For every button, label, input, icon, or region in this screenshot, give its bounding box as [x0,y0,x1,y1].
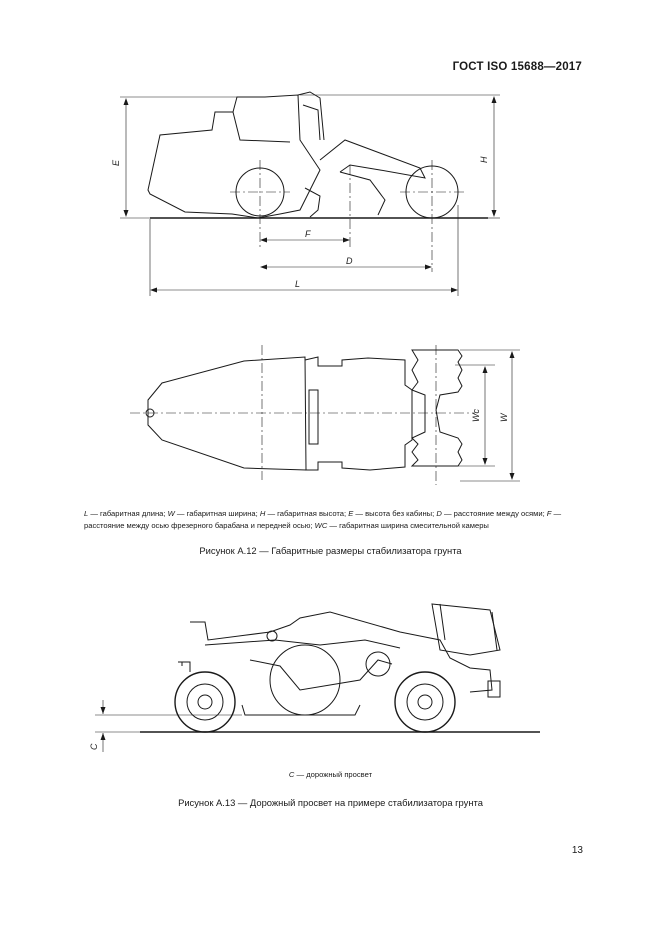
legend-text-D: — расстояние между осями; [441,509,547,518]
legend-symbol-D: D [436,509,442,518]
legend-text-F: — расстояние между осью фрезерного барабана и передней осью; [84,509,562,530]
legend-text-E: — высота без кабины; [353,509,437,518]
legend-symbol-W: W [167,509,175,518]
legend-text-W: — габаритная ширина; [174,509,260,518]
dim-label-D: D [346,256,353,266]
legend-symbol-E: E [348,509,354,518]
figure-a13-note [0,770,661,779]
dim-label-Wc: Wc [471,409,481,422]
document-header: ГОСТ ISO 15688—2017 [452,61,582,73]
note-text-C: — дорожный просвет [294,770,373,779]
legend-symbol-F: F [546,509,552,518]
figure-a12-caption: Рисунок А.12 — Габаритные размеры стабилизатора грунта [199,545,462,556]
legend-text-L: — габаритная длина; [88,509,168,518]
figure-a12-legend [84,508,584,532]
ground-clearance-drawing [95,604,540,752]
legend-text-Wc: — габаритная ширина смесительной камеры [327,521,489,530]
legend-symbol-H: H [259,509,266,518]
dim-label-L: L [295,279,301,289]
legend-symbol-Wc: WC [314,521,328,530]
dim-label-W: W [499,413,509,422]
note-symbol-C: C [288,770,295,779]
legend-text-H: — габаритная высота; [265,509,349,518]
top-view-drawing [130,345,520,485]
dim-label-C: C [89,743,99,750]
page-number: 13 [571,845,583,856]
side-view-drawing [120,92,500,296]
dim-label-F: F [305,229,311,239]
legend-symbol-L: L [84,509,89,518]
dim-label-H: H [479,156,489,163]
figure-a13-caption: Рисунок А.13 — Дорожный просвет на примере стабилизатора грунта [178,797,483,808]
dim-label-E: E [111,159,121,166]
